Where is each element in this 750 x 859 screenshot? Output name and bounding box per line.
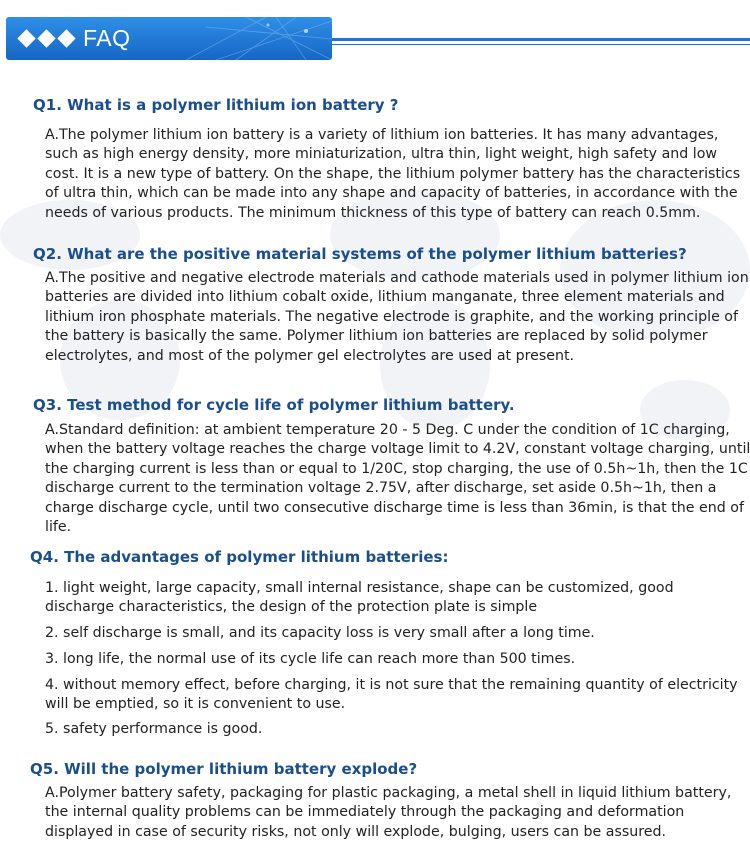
advantage-line: 2. self discharge is small, and its capacity loss is very small after a long time. (45, 625, 595, 641)
faq-answer-2 (45, 269, 749, 366)
answer-line: batteries are divided into lithium cobalt oxide, lithium manganate, three element materials and (45, 289, 725, 306)
answer-line: the charging current is less than or equal to 1/20C, stop charging, the use of 0.5h~1h, then the 1C (45, 460, 748, 477)
answer-line: when the battery voltage reaches the charge voltage limit to 4.2V, constant voltage charging, until (45, 441, 750, 458)
answer-line: A.The positive and negative electrode materials and cathode materials used in polymer lithium ion (45, 270, 749, 286)
answer-line: electrolytes, and most of the polymer gel electrolytes are used at present. (45, 347, 575, 364)
answer-line: charge discharge cycle, until two consecutive discharge time is less than 36min, is that the end of (45, 499, 744, 516)
answer-line: such as high energy density, more miniaturization, ultra thin, light weight, high safety and low (45, 146, 718, 163)
diamond-icon (37, 29, 55, 47)
answer-line: of ultra thin, which can be made into any shape and capacity of batteries, in accordance with the (45, 185, 738, 202)
answer-line: needs of various products. The minimum thickness of this type of battery can reach 0.5mm. (45, 204, 701, 221)
answer-line: cost. It is a new type of battery. On the shape, the lithium polymer battery has the characteristics (45, 165, 741, 182)
advantage-line: discharge characteristics, the design of the protection plate is simple (45, 599, 538, 616)
faq-question-1: Q1. What is a polymer lithium ion battery ? (33, 96, 399, 114)
header-divider-thin (332, 44, 750, 45)
header-divider (332, 38, 750, 41)
faq-question-3: Q3. Test method for cycle life of polymer lithium battery. (33, 396, 515, 414)
faq-question-4: Q4. The advantages of polymer lithium batteries: (30, 548, 449, 566)
faq-header (0, 0, 750, 70)
advantage-line: 5. safety performance is good. (45, 721, 263, 737)
diamond-icons (18, 30, 78, 48)
advantage-item-3 (45, 650, 735, 669)
faq-question-5: Q5. Will the polymer lithium battery explode? (30, 760, 418, 778)
diamond-icon (57, 29, 75, 47)
answer-line: the internal quality problems can be immediately through the packaging and deformation (45, 804, 685, 821)
advantage-item-5 (45, 720, 735, 739)
answer-line: A.The polymer lithium ion battery is a variety of lithium ion batteries. It has many advantages, (45, 127, 719, 143)
advantage-line: 1. light weight, large capacity, small internal resistance, shape can be customized, good (45, 580, 674, 596)
faq-question-2: Q2. What are the positive material systems of the polymer lithium batteries? (33, 245, 687, 263)
answer-line: A.Polymer battery safety, packaging for plastic packaging, a metal shell in liquid lithium battery, (45, 785, 732, 801)
faq-answer-3 (45, 421, 750, 537)
faq-title-tab (6, 17, 332, 60)
answer-line: A.Standard definition: at ambient temperature 20 - 5 Deg. C under the condition of 1C charging, (45, 422, 730, 438)
faq-answer-5 (45, 784, 735, 842)
faq-answer-1 (45, 126, 741, 223)
answer-line: displayed in case of security risks, not only will explode, bulging, users can be assured. (45, 823, 667, 840)
answer-line: life. (45, 519, 72, 536)
answer-line: lithium iron phosphate materials. The negative electrode is graphite, and the working principle of (45, 308, 738, 325)
answer-line: the battery is basically the same. Polymer lithium ion batteries are replaced by solid polymer (45, 328, 708, 345)
answer-line: discharge current to the termination voltage 2.75V, after discharge, set aside 0.5h~1h, then a (45, 480, 717, 497)
diamond-icon (17, 29, 35, 47)
advantage-line: 4. without memory effect, before charging, it is not sure that the remaining quantity of electricity (45, 677, 738, 693)
advantage-item-4 (45, 676, 738, 715)
advantage-item-1 (45, 579, 735, 618)
advantage-line: will be emptied, so it is convenient to use. (45, 696, 346, 713)
page-title: FAQ (83, 25, 131, 51)
advantage-item-2 (45, 624, 735, 643)
advantage-line: 3. long life, the normal use of its cycle life can reach more than 500 times. (45, 651, 576, 667)
